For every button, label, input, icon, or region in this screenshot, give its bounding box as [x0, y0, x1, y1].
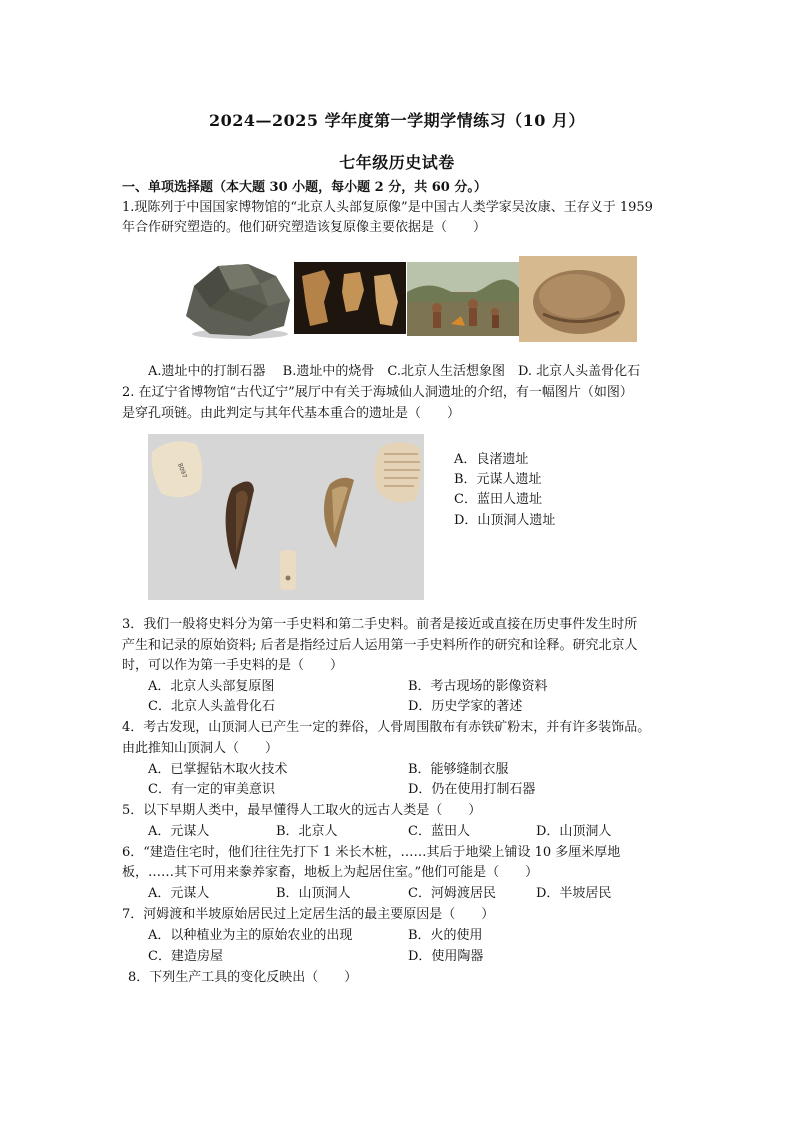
q5-option-c: C．蓝田人: [408, 824, 470, 839]
q3-option-c: C．北京人头盖骨化石: [148, 699, 275, 714]
q7-option-d: D．使用陶器: [408, 949, 484, 964]
q6-option-b: B．山顶洞人: [276, 886, 351, 901]
q1-line2: 年合作研究塑造的。他们研究塑造该复原像主要依据是（ ）: [122, 220, 487, 235]
q5-line1: 5．以下早期人类中，最早懂得人工取火的远古人类是（ ）: [122, 803, 482, 818]
q3-line2: 产生和记录的原始资料; 后者是指经过后人运用第一手史料所作的研究和诠释。研究北京人: [122, 638, 638, 653]
q6-option-a: A．元谋人: [148, 886, 210, 901]
q5-option-d: D．山顶洞人: [536, 824, 612, 839]
q5-option-b: B．北京人: [276, 824, 338, 839]
q2-line2: 是穿孔项链。由此判定与其年代基本重合的遗址是（ ）: [122, 406, 461, 421]
stone-tool-image: [180, 256, 294, 342]
q2-line1: 2. 在辽宁省博物馆“古代辽宁”展厅中有关于海城仙人洞遗址的介绍，有一幅图片（如图）: [122, 385, 633, 400]
peking-man-life-painting: [407, 262, 519, 336]
q6-line1: 6．“建造住宅时，他们往往先打下 1 米长木桩，……其后于地梁上铺设 10 多厘米厚地: [122, 845, 621, 860]
section-heading: 一、单项选择题（本大题 30 小题，每小题 2 分，共 60 分。）: [122, 180, 487, 195]
q3-option-d: D．历史学家的著述: [408, 699, 523, 714]
perforated-necklace-image: [148, 434, 424, 600]
q7-line1: 7．河姆渡和半坡原始居民过上定居生活的最主要原因是（ ）: [122, 907, 495, 922]
q5-option-a: A．元谋人: [148, 824, 210, 839]
q4-option-b: B．能够缝制衣服: [408, 762, 509, 777]
q1-line1: 1.现陈列于中国国家博物馆的“北京人头部复原像”是中国古人类学家吴汝康、王存义于 1959: [122, 200, 653, 215]
q2-option-c: C．蓝田人遗址: [454, 492, 542, 507]
q2-option-d: D．山顶洞人遗址: [454, 513, 556, 528]
q2-option-a: A．良渚遗址: [454, 452, 529, 467]
q3-line3: 时，可以作为第一手史料的是（ ）: [122, 658, 344, 673]
q2-option-b: B．元谋人遗址: [454, 472, 542, 487]
q3-option-b: B．考古现场的影像资料: [408, 679, 548, 694]
q3-line1: 3．我们一般将史料分为第一手史料和第二手史料。前者是接近或直接在历史事件发生时所: [122, 617, 638, 632]
skull-fossil-image: [519, 256, 637, 342]
q4-line1: 4．考古发现，山顶洞人已产生一定的葬俗，人骨周围散布有赤铁矿粉末，并有许多装饰品。: [122, 720, 651, 735]
svg-text:8097: 8097: [176, 462, 188, 480]
q8-line1: 8．下列生产工具的变化反映出（ ）: [128, 970, 358, 985]
exam-title: 2024—2025 学年度第一学期学情练习（10 月）: [209, 111, 585, 130]
q7-option-b: B．火的使用: [408, 928, 483, 943]
exam-subtitle: 七年级历史试卷: [339, 153, 455, 172]
burnt-bones-image: [294, 262, 406, 334]
q6-option-d: D．半坡居民: [536, 886, 612, 901]
q4-option-a: A．已掌握钻木取火技术: [148, 762, 288, 777]
q7-option-a: A．以种植业为主的原始农业的出现: [148, 928, 353, 943]
q6-option-c: C．河姆渡居民: [408, 886, 496, 901]
q4-line2: 由此推知山顶洞人（ ）: [122, 741, 279, 756]
q1-options: A.遗址中的打制石器 B.遗址中的烧骨 C.北京人生活想象图 D. 北京人头盖骨化石: [148, 364, 641, 379]
q6-line2: 板，……其下可用来豢养家畜，地板上为起居住室。”他们可能是（ ）: [122, 865, 539, 880]
q3-option-a: A．北京人头部复原图: [148, 679, 275, 694]
q4-option-d: D．仍在使用打制石器: [408, 782, 536, 797]
q4-option-c: C．有一定的审美意识: [148, 782, 275, 797]
q7-option-c: C．建造房屋: [148, 949, 223, 964]
